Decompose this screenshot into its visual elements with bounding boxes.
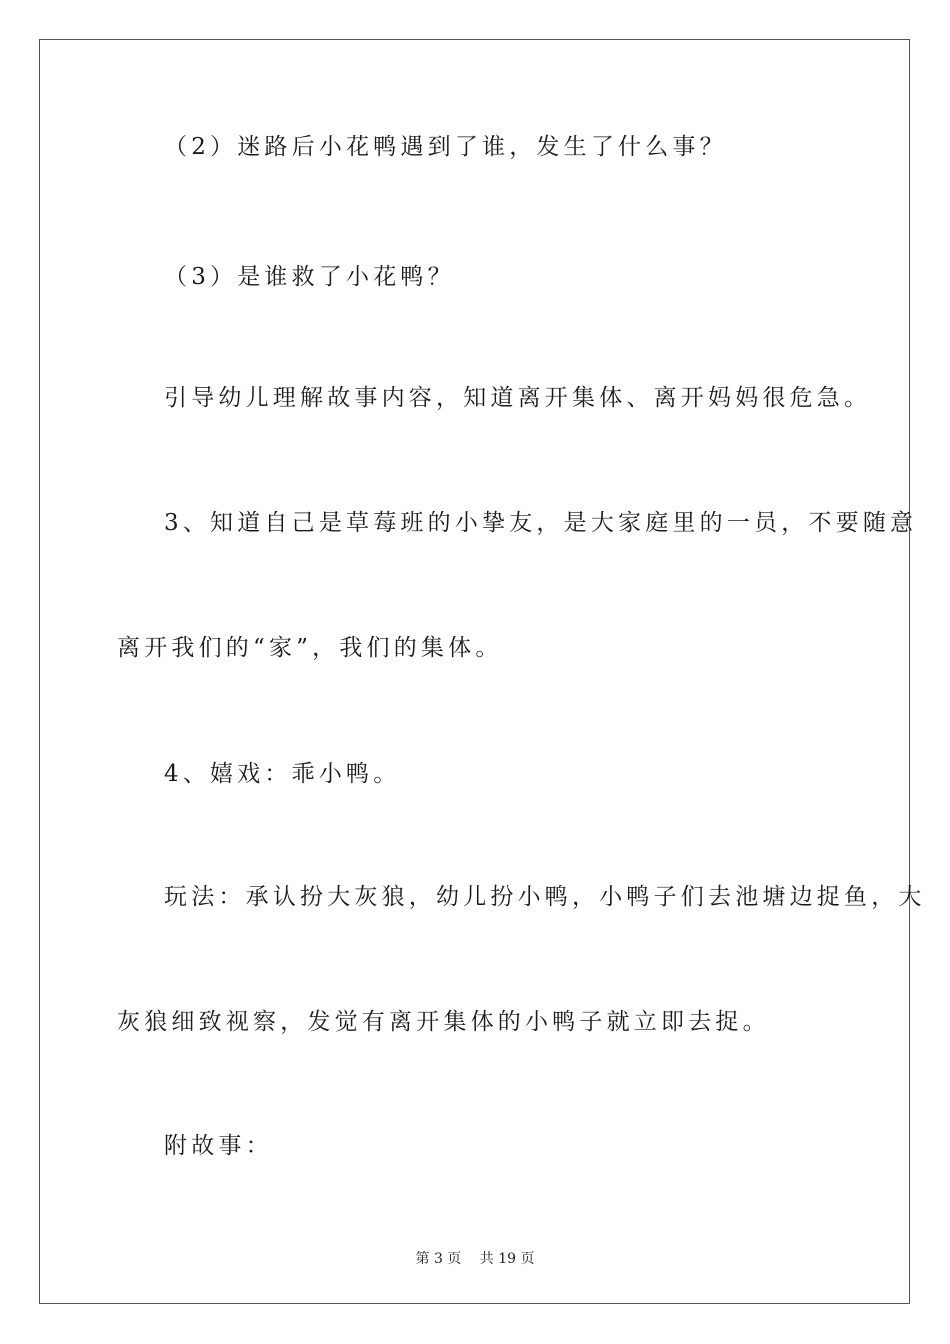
step-4-text: 4、嬉戏：乖小鸭。	[164, 761, 401, 787]
guidance-text: 引导幼儿理解故事内容，知道离开集体、离开妈妈很危急。	[164, 385, 872, 411]
question-2-text: （2）迷路后小花鸭遇到了谁，发生了什么事？	[164, 134, 727, 160]
step-3-text-line-2: 离开我们的“家”，我们的集体。	[117, 635, 503, 661]
game-rules-line-1: 玩法：承认扮大灰狼，幼儿扮小鸭，小鸭子们去池塘边捉鱼，大	[164, 884, 926, 910]
appendix-story-heading: 附故事：	[164, 1133, 273, 1159]
page-number-footer: 第 3 页 共 19 页	[415, 1251, 535, 1267]
question-3-text: （3）是谁救了小花鸭？	[164, 264, 455, 290]
page-border	[39, 39, 910, 1304]
game-rules-line-2: 灰狼细致视察，发觉有离开集体的小鸭子就立即去捉。	[117, 1009, 770, 1035]
step-3-text-line-1: 3、知道自己是草莓班的小挚友，是大家庭里的一员，不要随意	[164, 510, 918, 536]
